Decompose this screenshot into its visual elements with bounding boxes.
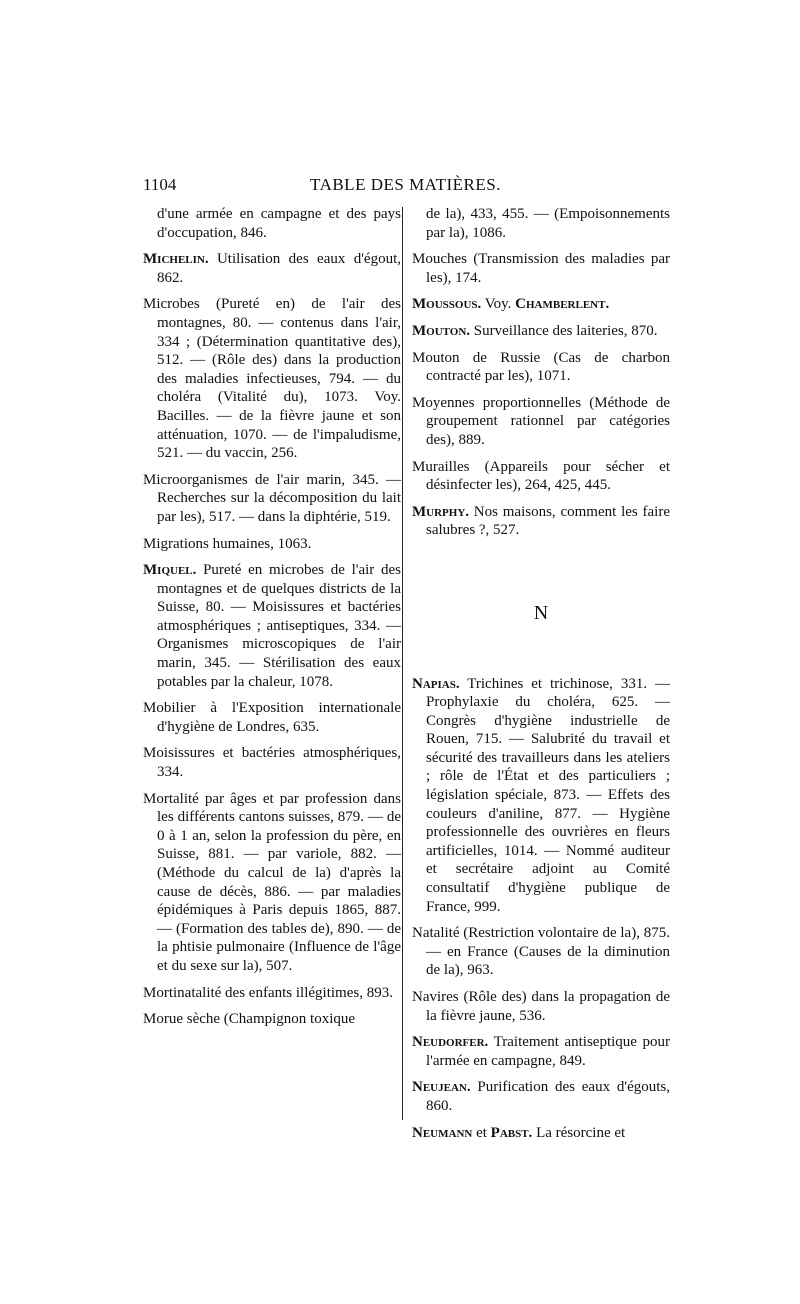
entry-text: Microorganismes de l'air marin, 345. — Recherches sur la décomposition du lait par les), 517. — dans la diphtérie, 519. — [143, 471, 401, 525]
entry-text: Mortalité par âges et par profession dans les différents cantons suisses, 879. — de 0 à 1 an, selon la profession du père, en Suisse, 881. — par variole, 882. — (Méthode du calcul de la) d'après la cause de décès, 886. — par maladies épidémiques à Paris depuis 1865, 887. — (Formation des tables de), 890. — de la phtisie pulmonaire (Influence de l'âge et du sexe sur la), 507. — [143, 790, 401, 974]
left-column — [143, 205, 401, 1037]
index-entry — [412, 503, 670, 540]
entry-text: Migrations humaines, 1063. — [143, 535, 312, 552]
index-entry — [412, 322, 670, 341]
entry-text: Moisissures et bactéries atmosphériques, 334. — [143, 745, 401, 781]
page-number: 1104 — [143, 175, 177, 194]
entry-author: Miquel. — [143, 562, 197, 579]
entry-text: Surveillance des laiteries, 870. — [470, 322, 658, 339]
section-letter: N — [533, 601, 549, 624]
entry-text: Traitement antiseptique pour l'armée en campagne, 849. — [426, 1034, 670, 1069]
entry-text: Moyennes proportionnelles (Méthode de groupement rationnel par catégories des), 889. — [412, 394, 670, 448]
entry-text: Microbes (Pureté en) de l'air des montagnes, 80. — contenus dans l'air, 334 ; (Détermination quantitative des), 512. — (Rôle des) dans la production des maladies infectieuses, 794. — du choléra (Vitalité du), 1073. Voy. Bacilles. — de la fièvre jaune et son atténuation, 1070. — de l'impaludisme, 521. — du vaccin, 256. — [143, 296, 401, 462]
entry-text: de la), 433, 455. — (Empoisonnements par la), 1086. — [426, 206, 670, 241]
index-entry — [143, 744, 401, 781]
entry-author: Neumann — [412, 1124, 473, 1141]
entry-text: Nos maisons, comment les faire salubres ?, 527. — [426, 503, 670, 539]
entry-text: Purification des eaux d'égouts, 860. — [426, 1079, 670, 1114]
entry-text: Trichines et trichinose, 331. — Prophylaxie du choléra, 625. — Congrès d'hygiène industrielle de Rouen, 715. — Salubrité du travail et sécurité des travailleurs dans les ateliers ; rôle de l'État et des particuliers ; législation spéciale, 873. — Effets des couleurs d'aniline, 877. — Hygiène professionnelle des ouvrières en fleurs artificielles, 1014. — Nommé auditeur et secrétaire adjoint au Comité consultatif d'hygiène publique de France, 999. — [426, 675, 670, 915]
entry-author: Mouton. — [412, 322, 471, 339]
entry-text: Morue sèche (Champignon toxique — [143, 1011, 356, 1028]
entry-text: Mouches (Transmission des maladies par les), 174. — [412, 251, 670, 286]
column-divider — [402, 207, 403, 1120]
right-column-n-entries — [412, 675, 670, 1143]
index-entry — [412, 349, 670, 386]
entry-text: Mobilier à l'Exposition internationale d'hygiène de Londres, 635. — [143, 700, 401, 735]
entry-text-after: La résorcine et — [532, 1124, 626, 1141]
index-entry — [143, 984, 401, 1003]
index-entry — [412, 988, 670, 1025]
index-entry — [412, 675, 670, 917]
index-entry — [412, 458, 670, 495]
index-entry — [143, 699, 401, 736]
index-entry — [412, 1033, 670, 1070]
right-column-m-entries — [412, 205, 670, 540]
entry-text: Mouton de Russie (Cas de charbon contracté par les), 1071. — [412, 349, 670, 385]
index-entry — [412, 924, 670, 980]
index-entry — [412, 250, 670, 287]
entry-author: Napias. — [412, 675, 460, 692]
right-column — [412, 205, 670, 1150]
entry-text: Mortinatalité des enfants illégitimes, 893. — [143, 984, 393, 1001]
entry-reference: Chamberlent. — [515, 296, 610, 313]
index-entry — [143, 561, 401, 691]
entry-text: et — [472, 1124, 491, 1141]
index-entry — [412, 1078, 670, 1115]
entry-author: Murphy. — [412, 503, 470, 520]
index-entry — [412, 1124, 670, 1143]
index-entry — [143, 535, 401, 554]
entry-author: Neudorfer. — [412, 1034, 489, 1051]
entry-text: Natalité (Restriction volontaire de la), 875. — en France (Causes de la diminution de la), 963. — [412, 925, 670, 979]
entry-text: Utilisation des eaux d'égout, 862. — [157, 251, 401, 286]
entry-author: Michelin. — [143, 251, 209, 268]
entry-text: Pureté en microbes de l'air des montagnes et de quelques districts de la Suisse, 80. — Moisissures et bactéries atmosphériques ; antiseptiques, 334. — Organismes microscopiques de l'air marin, 345. — Stérilisation des eaux potables par la chaleur, 1078. — [157, 562, 401, 690]
entry-text: d'une armée en campagne et des pays d'occupation, 846. — [157, 206, 401, 241]
index-entry — [143, 295, 401, 462]
index-entry — [412, 295, 670, 314]
entry-author: Neujean. — [412, 1079, 471, 1096]
entry-author: Moussous. — [412, 296, 482, 313]
index-entry — [143, 1010, 401, 1029]
index-entry — [412, 205, 670, 242]
index-entry — [143, 250, 401, 287]
entry-text: Voy. — [481, 296, 516, 313]
entry-text: Murailles (Appareils pour sécher et désinfecter les), 264, 425, 445. — [412, 458, 670, 494]
index-entry — [412, 394, 670, 450]
index-entry — [143, 790, 401, 976]
index-entry — [143, 205, 401, 242]
entry-reference: Pabst. — [490, 1124, 533, 1141]
entry-text: Navires (Rôle des) dans la propagation de la fièvre jaune, 536. — [412, 989, 670, 1024]
index-entry — [143, 471, 401, 527]
page-header — [143, 172, 668, 198]
running-title: TABLE DES MATIÈRES. — [310, 175, 501, 194]
